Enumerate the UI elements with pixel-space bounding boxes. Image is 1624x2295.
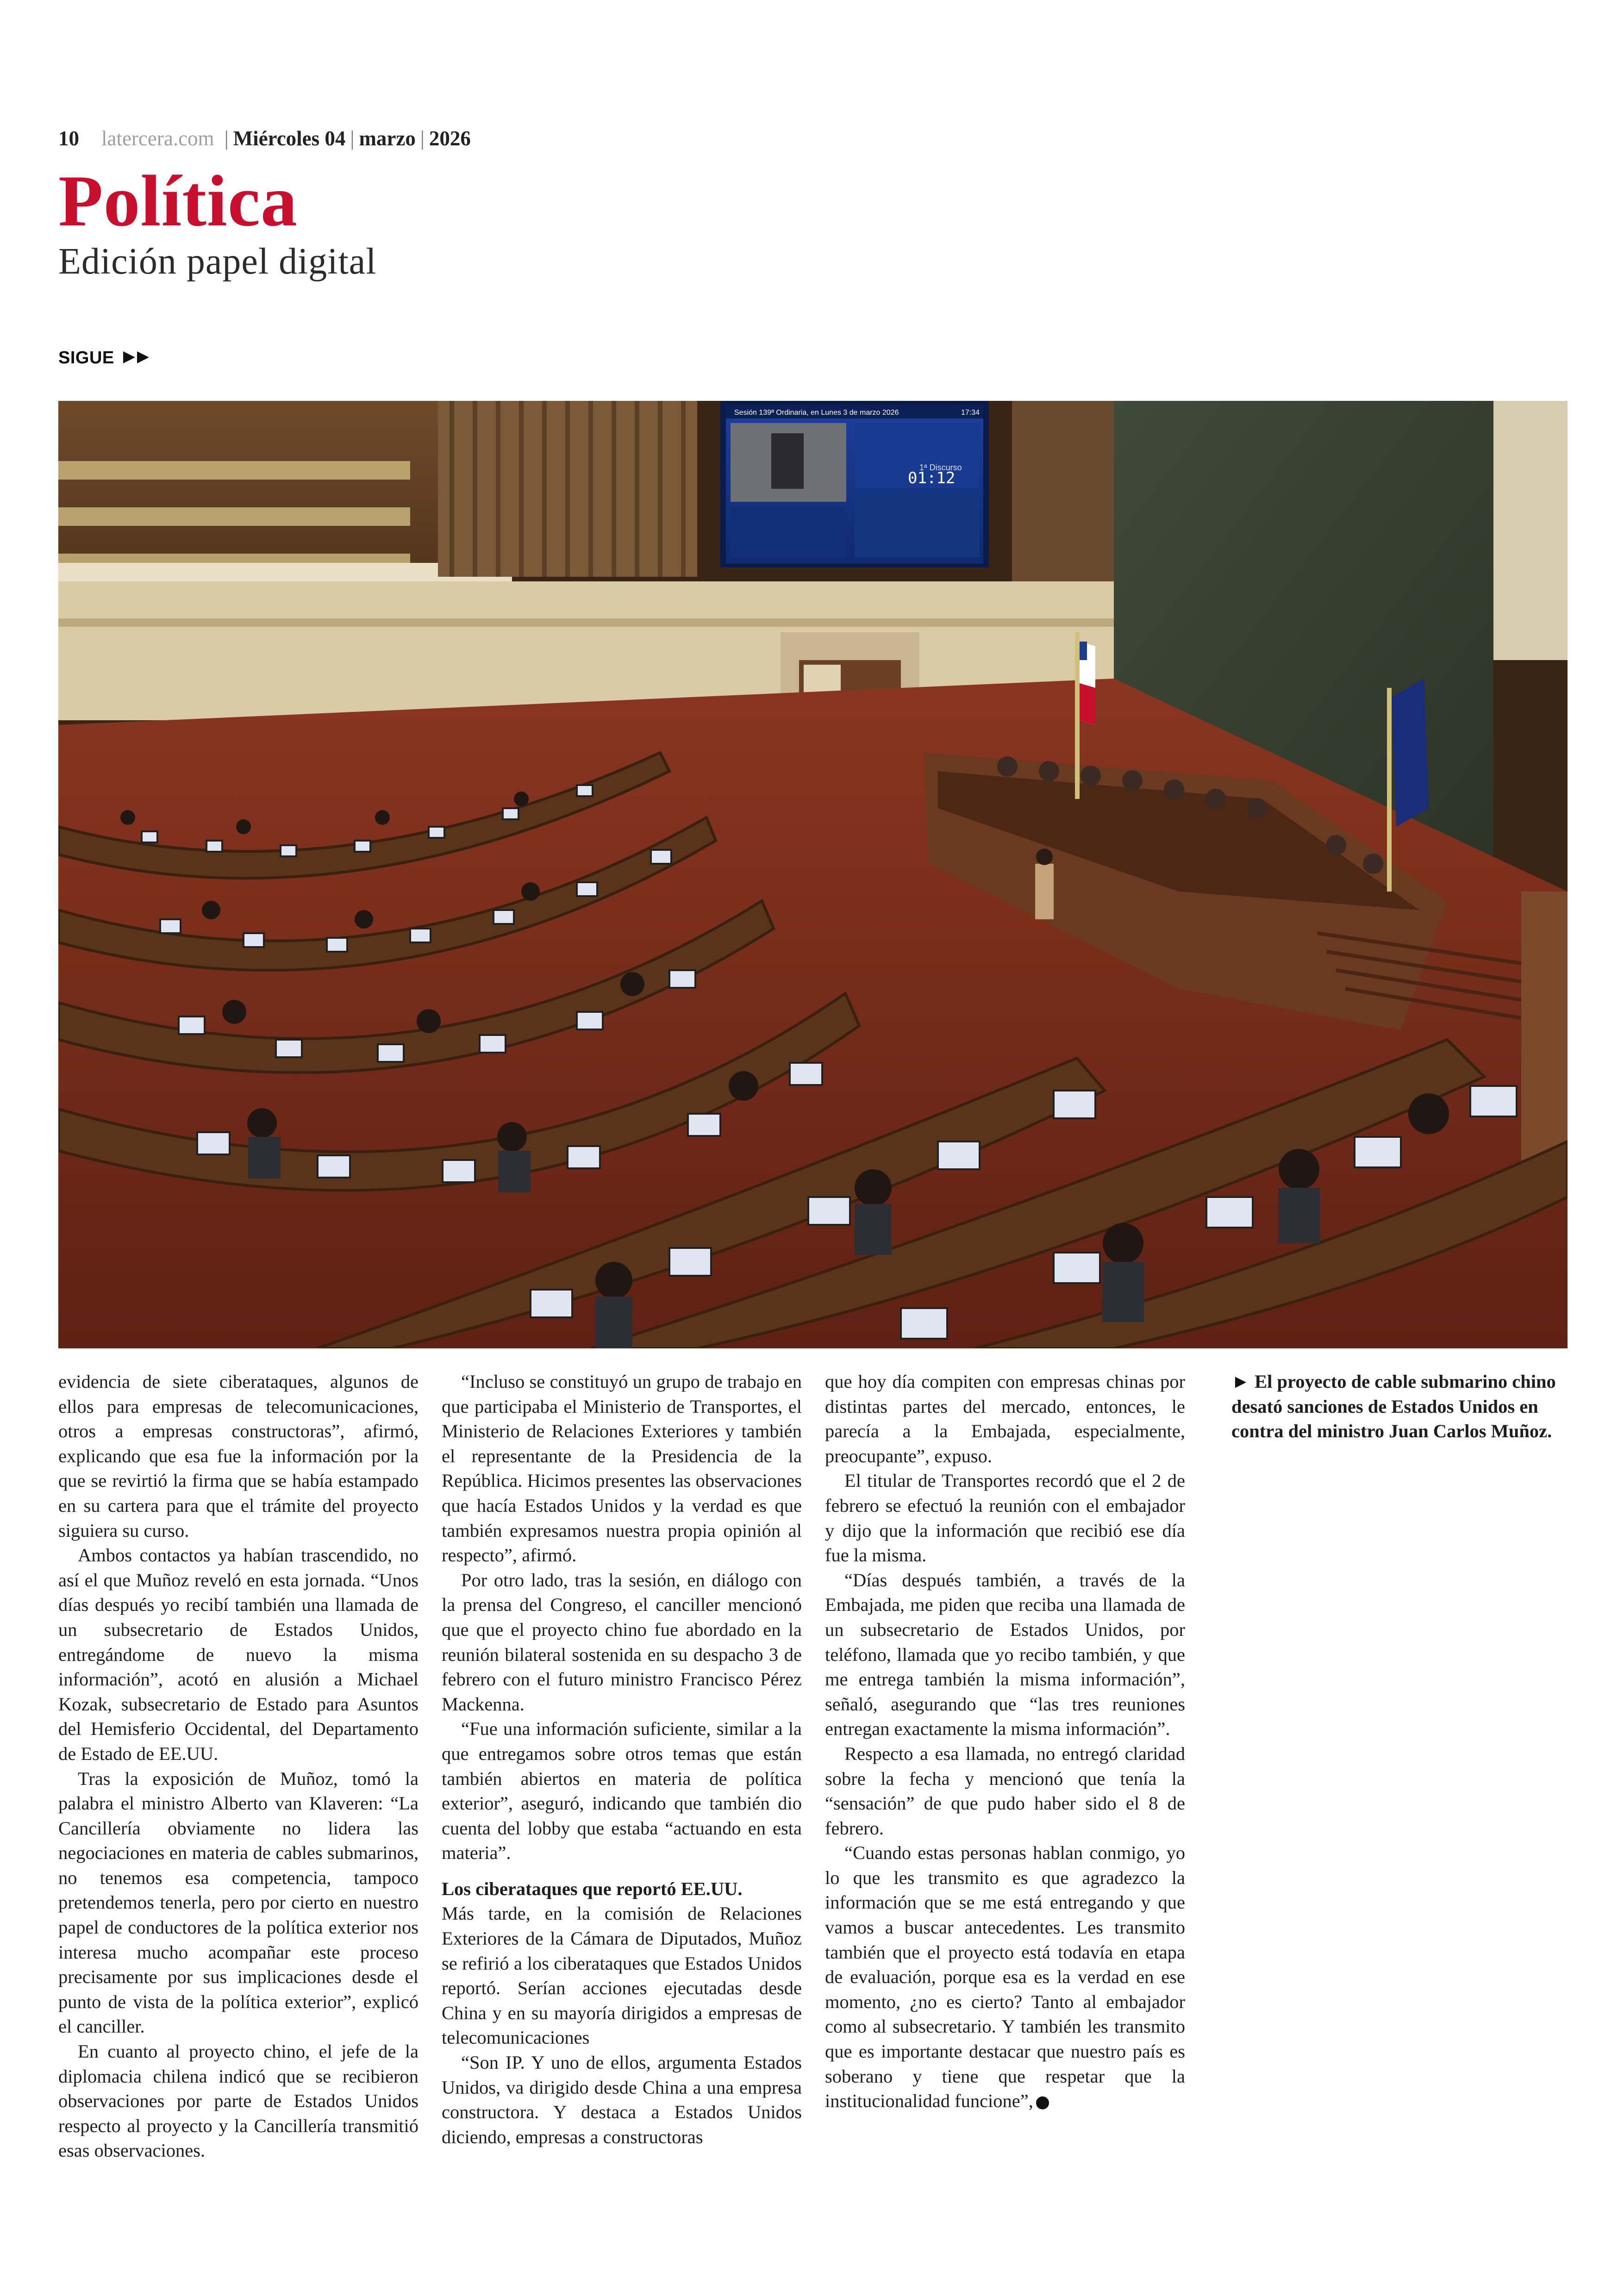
sigue-label: SIGUE [58, 348, 114, 368]
article-column-3 [825, 1369, 1185, 2114]
paragraph-final [825, 1840, 1185, 2114]
paragraph: Respecto a esa llamada, no entregó claridad sobre la fecha y mencionó que tenía la “sensación” de que pudo haber sido el 8 de febrero. [825, 1743, 1185, 1839]
caption-marker-icon: ► [1231, 1371, 1250, 1392]
article-column-2 [442, 1369, 802, 2149]
page-header [58, 124, 471, 152]
caption-text: El proyecto de cable submarino chino desató sanciones de Estados Unidos en contra del ministro Juan Carlos Muñoz. [1231, 1371, 1556, 1442]
date-year: 2026 [429, 126, 471, 150]
screen-header: Sesión 139ª Ordinaria, en Lunes 3 de marzo 2026 [734, 409, 899, 417]
screen-timer-label: 1ª Discurso [919, 463, 962, 472]
double-play-arrows-icon [122, 349, 152, 365]
paragraph: “Días después también, a través de la Embajada, me piden que reciba una llamada de un subsecretario de Estados Unidos, por teléfono, llamada que yo recibo también, y que me entrega también la misma información”, señaló, asegurando que “las tres reuniones entregan exactamente la misma información”. [825, 1569, 1185, 1740]
chamber-photo [58, 401, 1568, 1348]
separator: | [224, 126, 229, 150]
page-number: 10 [58, 126, 79, 150]
paragraph: “Incluso se constituyó un grupo de trabajo en que participaba el Ministerio de Transportes, el Ministerio de Relaciones Exteriores y también el representante de la Presidencia de la República. Hicimos presentes las observaciones que hacía Estados Unidos y la verdad es que también expresamos nuestra propia opinión al respecto”, afirmó. [442, 1371, 802, 1566]
paragraph-text: “Cuando estas personas hablan conmigo, yo lo que les transmito es que agradezco la información que se me está entregando y que vamos a buscar antecedentes. Les transmito también que el proyecto está todavía en etapa de evaluación, porque esa es la verdad en ese momento, ¿no es cierto? Tanto al embajador como al subsecretario. Y también les transmito que es importante destacar que nuestro país es soberano y tiene que respetar que la institucionalidad funcione”, [825, 1842, 1185, 2112]
paragraph: Tras la exposición de Muñoz, tomó la palabra el ministro Alberto van Klaveren: “La Cancillería obviamente no lidera las negociaciones en materia de cables submarinos, no tenemos esa competencia, tampoco pretendemos tenerla, pero por cierto en nuestro papel de conductores de la política exterior nos interesa mucho acompañar este proceso precisamente por sus implicaciones desde el punto de vista de la política exterior”, explicó el canciller. [58, 1768, 418, 2037]
paragraph: “Son IP. Y uno de ellos, argumenta Estados Unidos, va dirigido desde China a una empresa constructora. Y destaca a Estados Unidos diciendo, empresas a constructoras [442, 2052, 802, 2147]
chamber-of-deputies-photo [58, 401, 1568, 1348]
section-subtitle: Edición papel digital [58, 241, 377, 282]
article-column-1 [58, 1369, 418, 2163]
paragraph: evidencia de siete ciberataques, algunos de ellos para empresas de telecomunicaciones, otros a empresas constructoras”, afirmó, explicando que esa fue la información por la que se revirtió la firma que se había estampado en su cartera para que el trámite del proyecto siguiera su curso. [58, 1371, 418, 1541]
sigue-link[interactable] [58, 348, 152, 368]
screen-timer: 01:12 [908, 469, 956, 487]
paragraph: Por otro lado, tras la sesión, en diálogo con la prensa del Congreso, el canciller mencionó que que el proyecto chino fue abordado en la reunión bilateral sostenida en su despacho 3 de febrero con el futuro ministro Francisco Pérez Mackenna. [442, 1569, 802, 1715]
photo-caption [1231, 1369, 1574, 1444]
paragraph: Más tarde, en la comisión de Relaciones Exteriores de la Cámara de Diputados, Muñoz se refirió a los ciberataques que Estados Unidos reportó. Serían acciones ejecutadas desde China y en su mayoría dirigidos a empresas de telecomunicaciones [442, 1903, 802, 2048]
paragraph: Ambos contactos ya habían trascendido, no así el que Muñoz reveló en esta jornada. “Unos días después yo recibí también una llamada de un subsecretario de Estados Unidos, entregándome de nuevo la misma información”, acotó en alusión a Michael Kozak, subsecretario de Estado para Asuntos del Hemisferio Occidental, del Departamento de Estado de EE.UU. [58, 1545, 418, 1764]
date-day: Miércoles 04 [233, 126, 346, 150]
paragraph: que hoy día compiten con empresas chinas por distintas partes del mercado, entonces, le parecía a la Embajada, especialmente, preocupante”, expuso. [825, 1371, 1185, 1466]
screen-clock: 17:34 [961, 409, 980, 417]
separator: | [350, 126, 355, 150]
date-month: marzo [359, 126, 416, 150]
subheading: Los ciberataques que reportó EE.UU. [442, 1878, 743, 1899]
site-name[interactable]: latercera.com [101, 126, 214, 150]
paragraph: En cuanto al proyecto chino, el jefe de la diplomacia chilena indicó que se recibieron observaciones por parte de Estados Unidos respecto al proyecto y la Cancillería transmitió esas observaciones. [58, 2041, 418, 2161]
paragraph: “Fue una información suficiente, similar a la que entregamos sobre otros temas que están también abiertos en materia de política exterior”, aseguró, indicando que también dio cuenta del lobby que estaba “actuando en esta materia”. [442, 1718, 802, 1864]
section-title: Política [58, 161, 298, 242]
end-mark-icon [1036, 2096, 1049, 2109]
separator: | [420, 126, 425, 150]
paragraph: El titular de Transportes recordó que el 2 de febrero se efectuó la reunión con el embajador y dijo que la información que recibió ese día fue la misma. [825, 1470, 1185, 1566]
